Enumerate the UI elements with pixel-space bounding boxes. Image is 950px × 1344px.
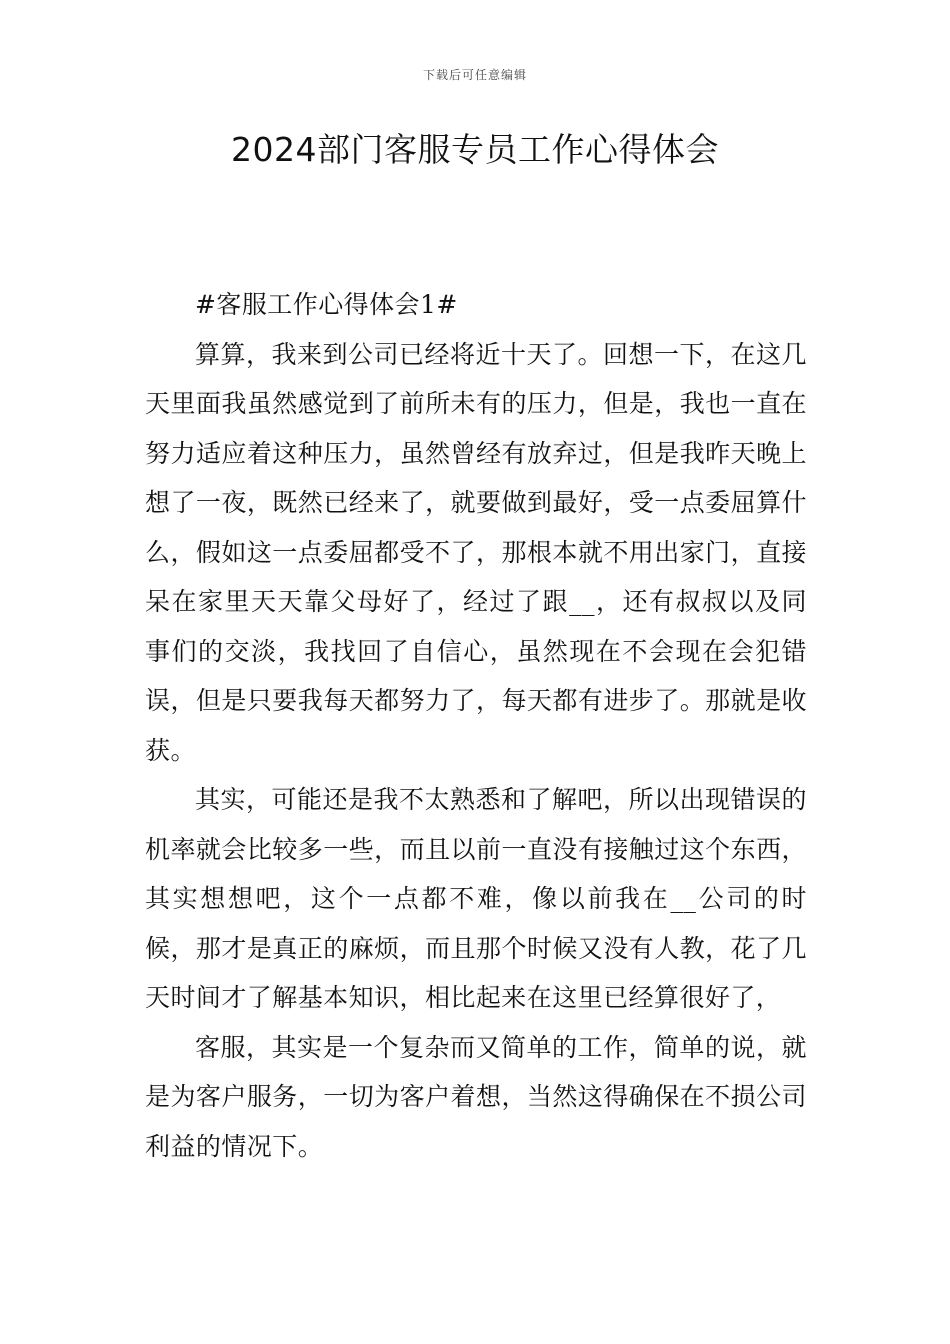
body-paragraph-1: 算算，我来到公司已经将近十天了。回想一下，在这几天里面我虽然感觉到了前所未有的压力，但是，我也一直在努力适应着这种压力，虽然曾经有放弃过，但是我昨天晚上想了一夜，既然已经来了，就要做到最好，受一点委屈算什么，假如这一点委屈都受不了，那根本就不用出家门，直接呆在家里天天靠父母好了，经过了跟__，还有叔叔以及同事们的交淡，我找回了自信心，虽然现在不会现在会犯错误，但是只要我每天都努力了，每天都有进步了。那就是收获。	[145, 339, 807, 765]
body-paragraph-3: 客服，其实是一个复杂而又简单的工作，简单的说，就是为客户服务，一切为客户着想，当然这得确保在不损公司利益的情况下。	[145, 1032, 807, 1161]
section-heading: #客服工作心得体会1#	[195, 290, 458, 319]
document-title: 2024部门客服专员工作心得体会	[231, 130, 719, 169]
header-note: 下载后可任意编辑	[422, 68, 527, 82]
document-body	[145, 280, 807, 1171]
body-paragraph-2: 其实，可能还是我不太熟悉和了解吧，所以出现错误的机率就会比较多一些，而且以前一直没有接触过这个东西，其实想想吧，这个一点都不难，像以前我在__公司的时候，那才是真正的麻烦，而且那个时候又没有人教，花了几天时间才了解基本知识，相比起来在这里已经算很好了，	[145, 785, 807, 1012]
